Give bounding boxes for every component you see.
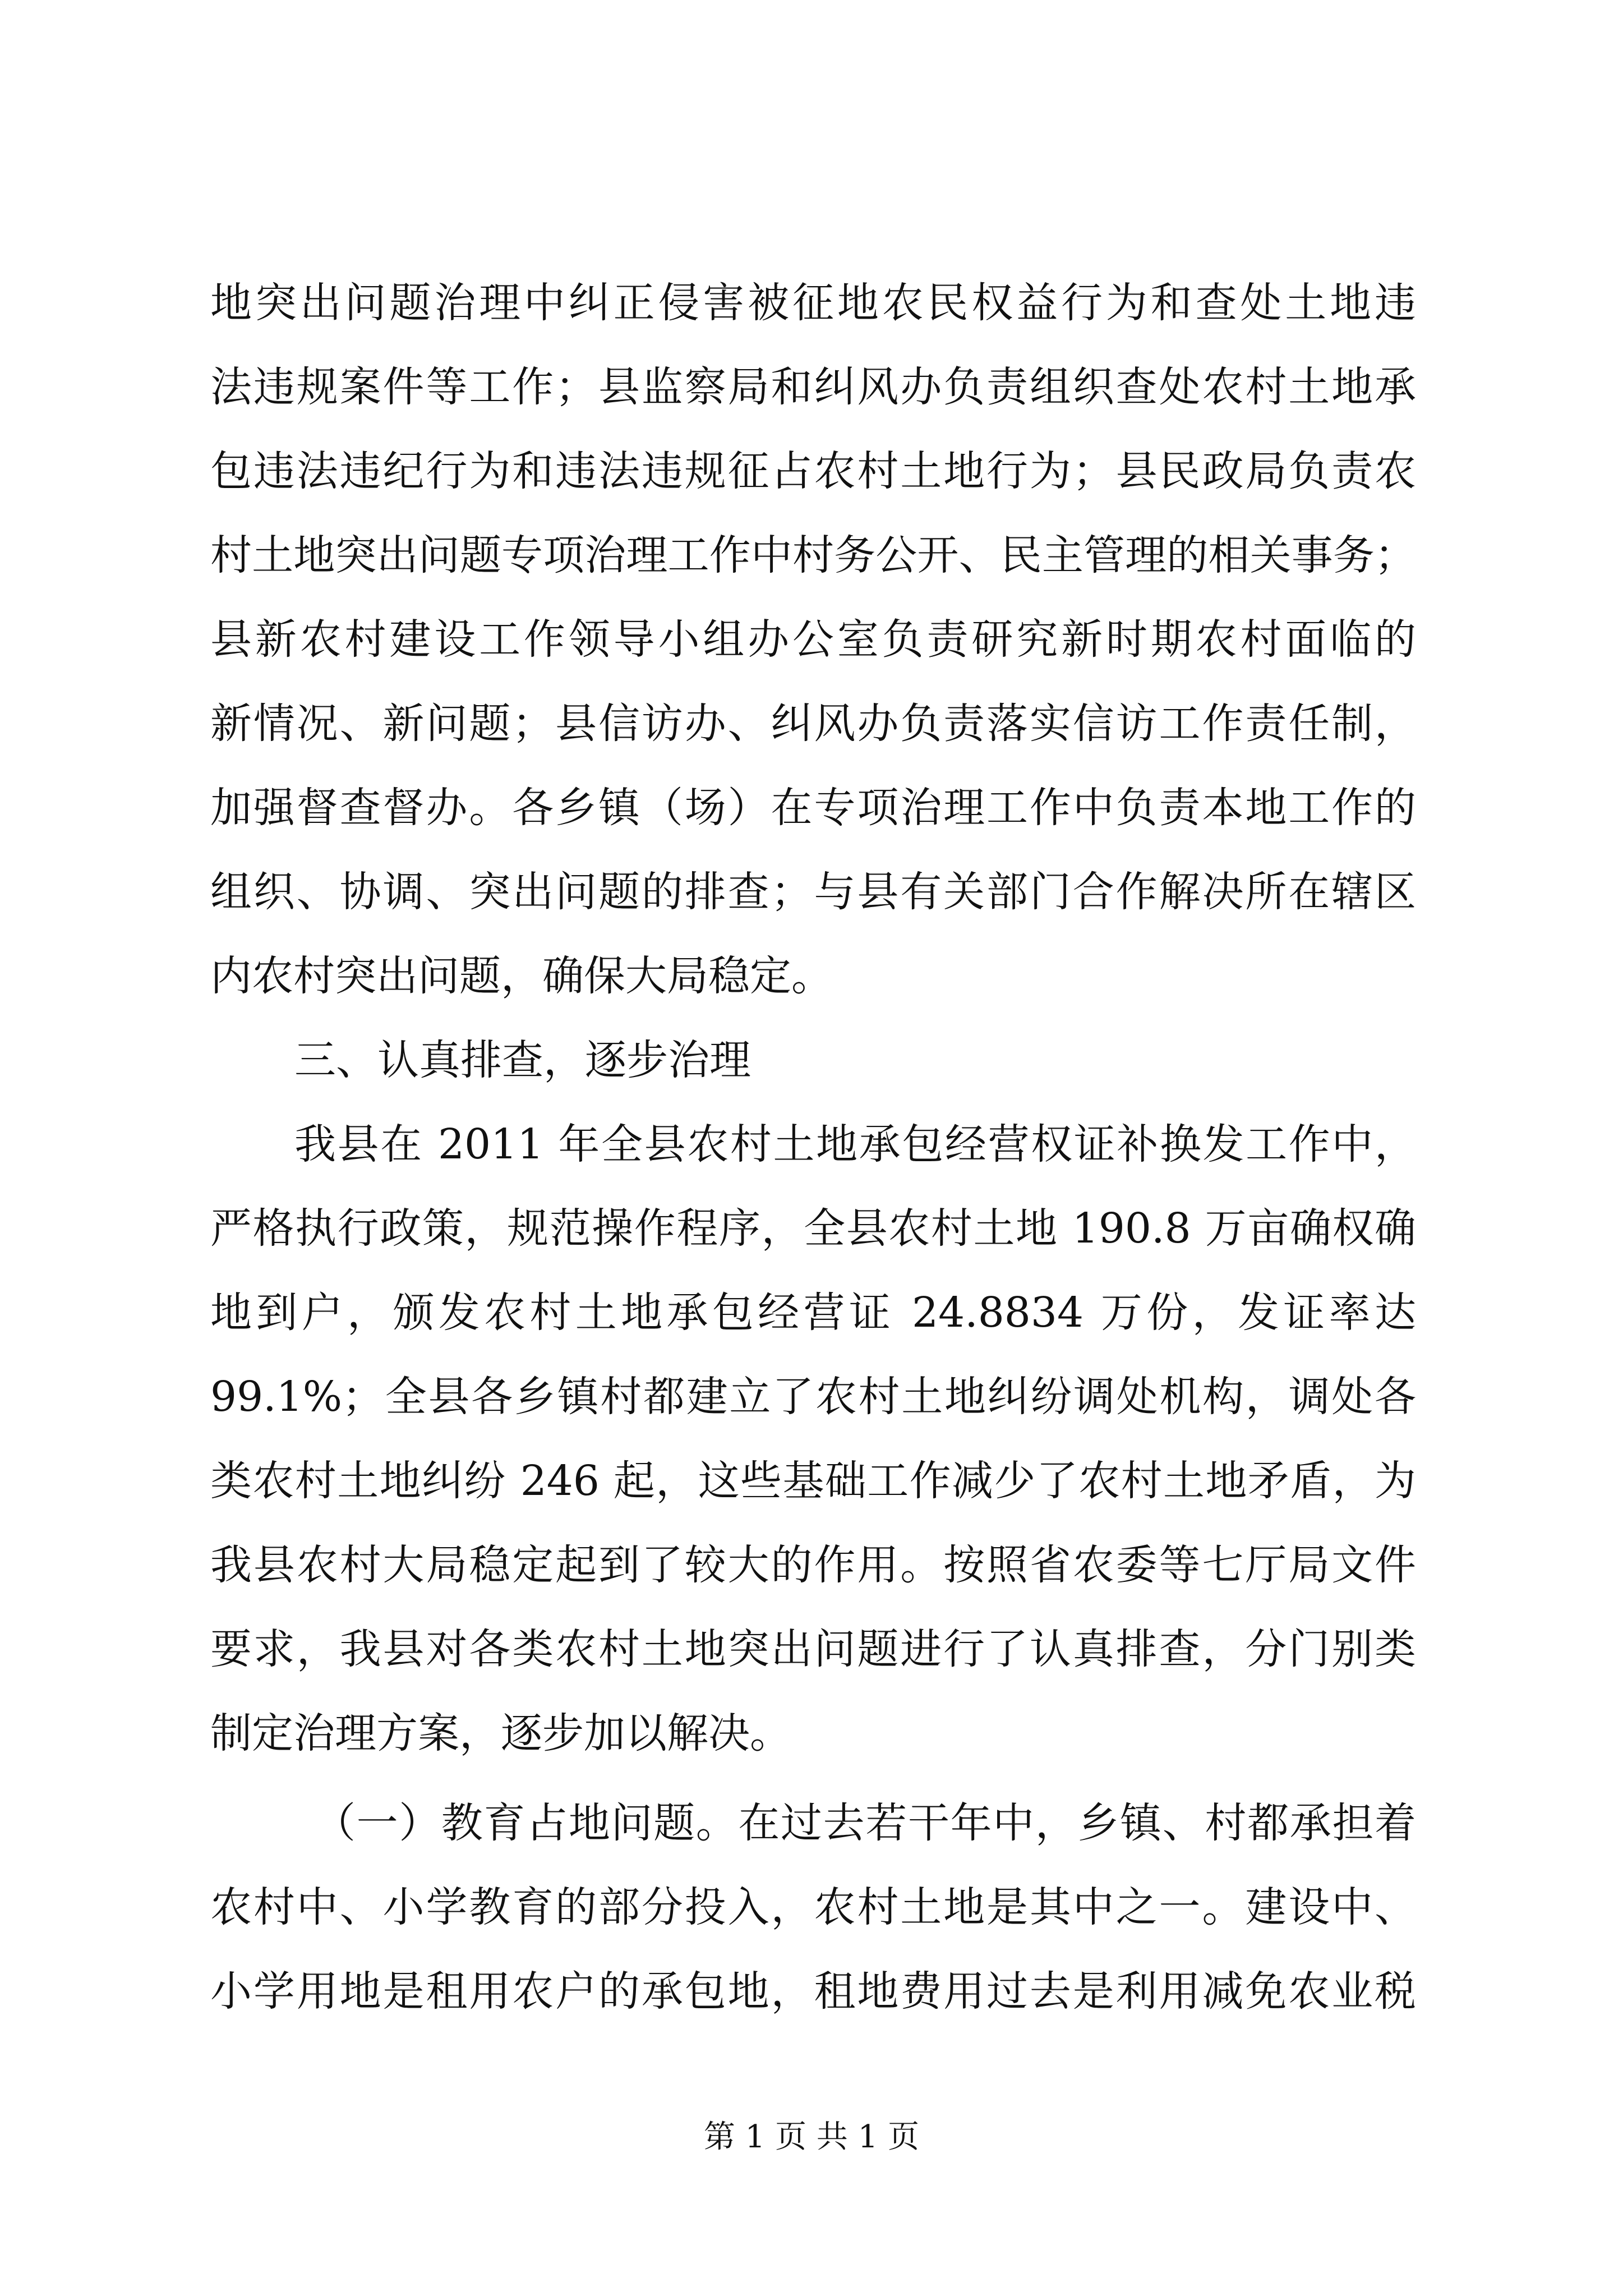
text-line: 制定治理方案，逐步加以解决。 <box>210 1709 791 1757</box>
paragraph-education-land <box>210 1781 1416 2033</box>
text-line: 县新农村建设工作领导小组办公室负责研究新时期农村面临的 <box>210 615 1416 664</box>
paragraph-investigation <box>210 1102 1416 1775</box>
text-line: 包违法违纪行为和违法违规征占农村土地行为；县民政局负责农 <box>210 447 1416 495</box>
text-line: 地突出问题治理中纠正侵害被征地农民权益行为和查处土地违 <box>210 279 1416 327</box>
document-body <box>210 261 1416 2033</box>
page-number-label: 第 1 页 共 1 页 <box>703 2119 920 2155</box>
text-line: 加强督查督办。各乡镇（场）在专项治理工作中负责本地工作的 <box>210 784 1416 832</box>
text-line: 新情况、新问题；县信访办、纠风办负责落实信访工作责任制， <box>210 700 1416 748</box>
text-line: 类农村土地纠纷 246 起，这些基础工作减少了农村土地矛盾，为 <box>210 1457 1416 1505</box>
heading-line: 三、认真排查，逐步治理 <box>294 1036 751 1084</box>
text-line: 99.1%；全县各乡镇村都建立了农村土地纠纷调处机构，调处各 <box>210 1373 1416 1421</box>
text-line: 内农村突出问题，确保大局稳定。 <box>210 952 833 1000</box>
paragraph-responsibilities <box>210 261 1416 1018</box>
text-line: 我县农村大局稳定起到了较大的作用。按照省农委等七厅局文件 <box>210 1541 1416 1589</box>
text-line: 地到户，颁发农村土地承包经营证 24.8834 万份，发证率达 <box>210 1289 1416 1337</box>
text-line: （一）教育占地问题。在过去若干年中，乡镇、村都承担着 <box>314 1799 1416 1847</box>
text-line: 法违规案件等工作；县监察局和纠风办负责组织查处农村土地承 <box>210 363 1416 411</box>
text-line: 小学用地是租用农户的承包地，租地费用过去是利用减免农业税 <box>210 1967 1416 2016</box>
text-line: 我县在 2011 年全县农村土地承包经营权证补换发工作中， <box>294 1120 1416 1168</box>
page-footer <box>0 2115 1623 2160</box>
text-line: 村土地突出问题专项治理工作中村务公开、民主管理的相关事务； <box>210 531 1416 579</box>
text-line: 要求，我县对各类农村土地突出问题进行了认真排查，分门别类 <box>210 1625 1416 1673</box>
paragraph-spacer <box>210 1775 1416 1781</box>
section-heading <box>210 1018 1416 1102</box>
text-line: 农村中、小学教育的部分投入，农村土地是其中之一。建设中、 <box>210 1883 1416 1931</box>
text-line: 组织、协调、突出问题的排查；与县有关部门合作解决所在辖区 <box>210 868 1416 916</box>
text-line: 严格执行政策，规范操作程序，全县农村土地 190.8 万亩确权确 <box>210 1204 1416 1253</box>
